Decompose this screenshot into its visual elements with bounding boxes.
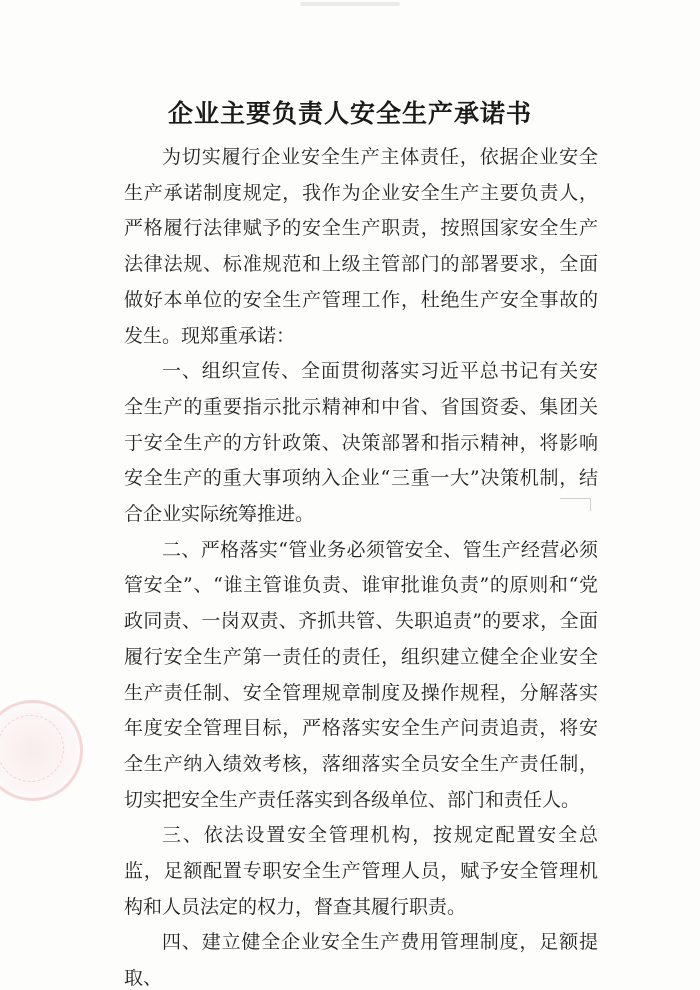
seal-inner-ring (0, 715, 64, 782)
paragraph-item-4: 四、建立健全企业安全生产费用管理制度，足额提取、 (124, 931, 598, 990)
scan-mark (300, 2, 400, 6)
paragraph-item-3: 三、依法设置安全管理机构，按规定配置安全总监，足额配置专职安全生产管理人员，赋予安全管理机构和人员法定的权力，督查其履行职责。 (124, 824, 598, 918)
red-seal-stamp (0, 700, 83, 801)
paragraph-item-2: 二、严格落实“管业务必须管安全、管生产经营必须管安全”、“谁主管谁负责、谁审批谁负责”的原则和“党政同责、一岗双责、齐抓共管、失职追责”的要求，全面履行安全生产第一责任的责任，组织建立健全企业安全生产责任制、安全管理规章制度及操作规程，分解落实年度安全管理目标，严格落实安全生产问责追责，将安全生产纳入绩效考核，落细落实全员安全生产责任制，切实把安全生产责任落实到各级单位、部门和责任人。 (124, 538, 598, 811)
document-body (124, 140, 598, 990)
paragraph-intro: 为切实履行企业安全生产主体责任，依据企业安全生产承诺制度规定，我作为企业安全生产主要负责人，严格履行法律赋予的安全生产职责，按照国家安全生产法律法规、标准规范和上级主管部门的部署要求，全面做好本单位的安全生产管理工作，杜绝生产安全事故的发生。现郑重承诺： (124, 146, 598, 347)
paragraph-item-1: 一、组织宣传、全面贯彻落实习近平总书记有关安全生产的重要指示批示精神和中省、省国资委、集团关于安全生产的方针政策、决策部署和指示精神，将影响安全生产的重大事项纳入企业“三重一大”决策机制，结合企业实际统筹推进。 (124, 360, 598, 526)
document-title: 企业主要负责人安全生产承诺书 (167, 99, 532, 128)
